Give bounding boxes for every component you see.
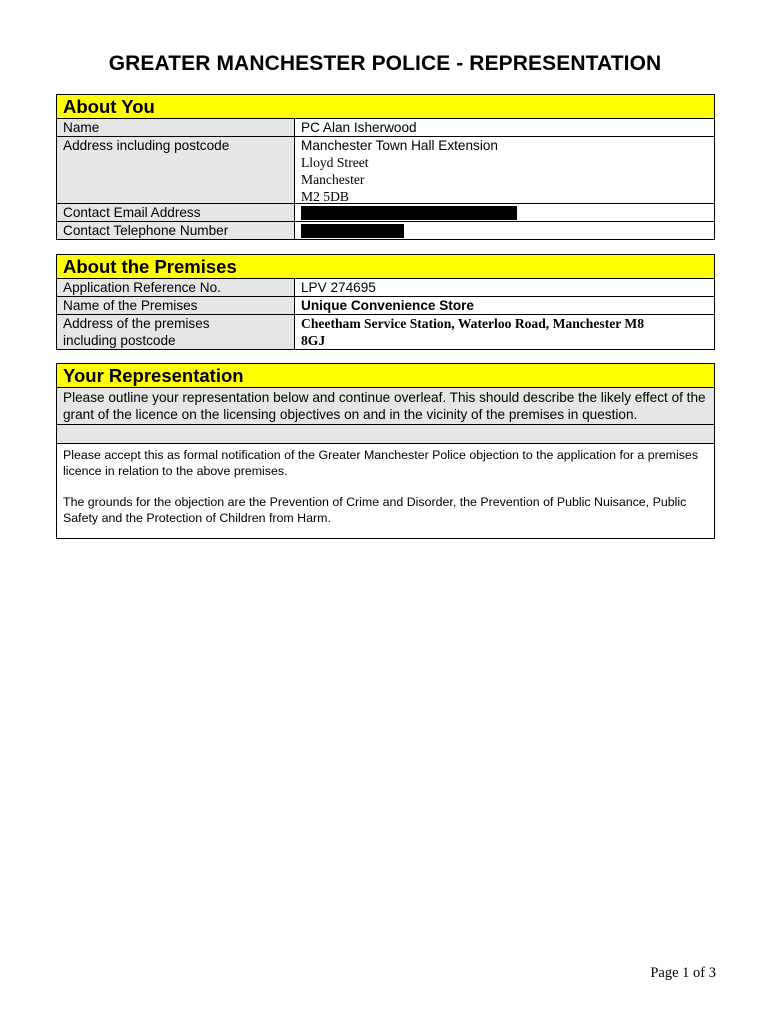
- email-value: [295, 204, 714, 221]
- premises-address-label: [57, 315, 295, 349]
- representation-paragraph-2: The grounds for the objection are the Prevention of Crime and Disorder, the Prevention of Public Nuisance, Public Safety and the Protection of Children from Harm.: [63, 495, 687, 525]
- email-redaction: [301, 206, 517, 220]
- address-row: [57, 137, 714, 204]
- representation-header: Your Representation: [57, 364, 714, 388]
- page-title: GREATER MANCHESTER POLICE - REPRESENTATION: [108, 52, 662, 75]
- name-label: Name: [57, 119, 295, 136]
- phone-row: [57, 222, 714, 239]
- ref-label: Application Reference No.: [57, 279, 295, 296]
- premises-name-label: Name of the Premises: [57, 297, 295, 314]
- premises-name-row: [57, 297, 714, 315]
- about-premises-section: [56, 254, 715, 350]
- representation-body: [57, 444, 714, 538]
- name-row: [57, 119, 714, 137]
- premises-address-line-2: 8GJ: [301, 333, 326, 348]
- phone-label: Contact Telephone Number: [57, 222, 295, 239]
- page-number: Page 1 of 3: [650, 965, 716, 981]
- address-line-1: Manchester Town Hall Extension: [301, 138, 498, 153]
- representation-prompt: Please outline your representation below and continue overleaf. This should describe the likely effect of the grant of the licence on the licensing objectives on and in the vicinity of the premises in question.: [57, 388, 714, 425]
- about-premises-header: About the Premises: [57, 255, 714, 279]
- premises-address-label-line-1: Address of the premises: [63, 316, 210, 331]
- premises-address-value: [295, 315, 714, 349]
- address-line-3: Manchester: [301, 172, 365, 187]
- about-you-section: [56, 94, 715, 240]
- about-you-header: About You: [57, 95, 714, 119]
- address-label: Address including postcode: [57, 137, 295, 203]
- representation-divider: [57, 425, 714, 444]
- premises-address-label-line-2: including postcode: [63, 333, 176, 348]
- phone-value: [295, 222, 714, 239]
- name-value: PC Alan Isherwood: [301, 120, 417, 135]
- premises-address-line-1: Cheetham Service Station, Waterloo Road, Manchester M8: [301, 316, 645, 331]
- representation-paragraph-1: Please accept this as formal notification of the Greater Manchester Police objection to the application for a premises licence in relation to the above premises.: [63, 448, 699, 478]
- ref-value: LPV 274695: [301, 280, 376, 295]
- premises-name-value: Unique Convenience Store: [301, 298, 474, 313]
- representation-section: [56, 363, 715, 539]
- address-line-2: Lloyd Street: [301, 155, 369, 170]
- phone-redaction: [301, 224, 404, 238]
- premises-address-row: [57, 315, 714, 349]
- address-line-4: M2 5DB: [301, 189, 349, 204]
- email-label: Contact Email Address: [57, 204, 295, 221]
- address-value: [295, 137, 714, 203]
- ref-row: [57, 279, 714, 297]
- email-row: [57, 204, 714, 222]
